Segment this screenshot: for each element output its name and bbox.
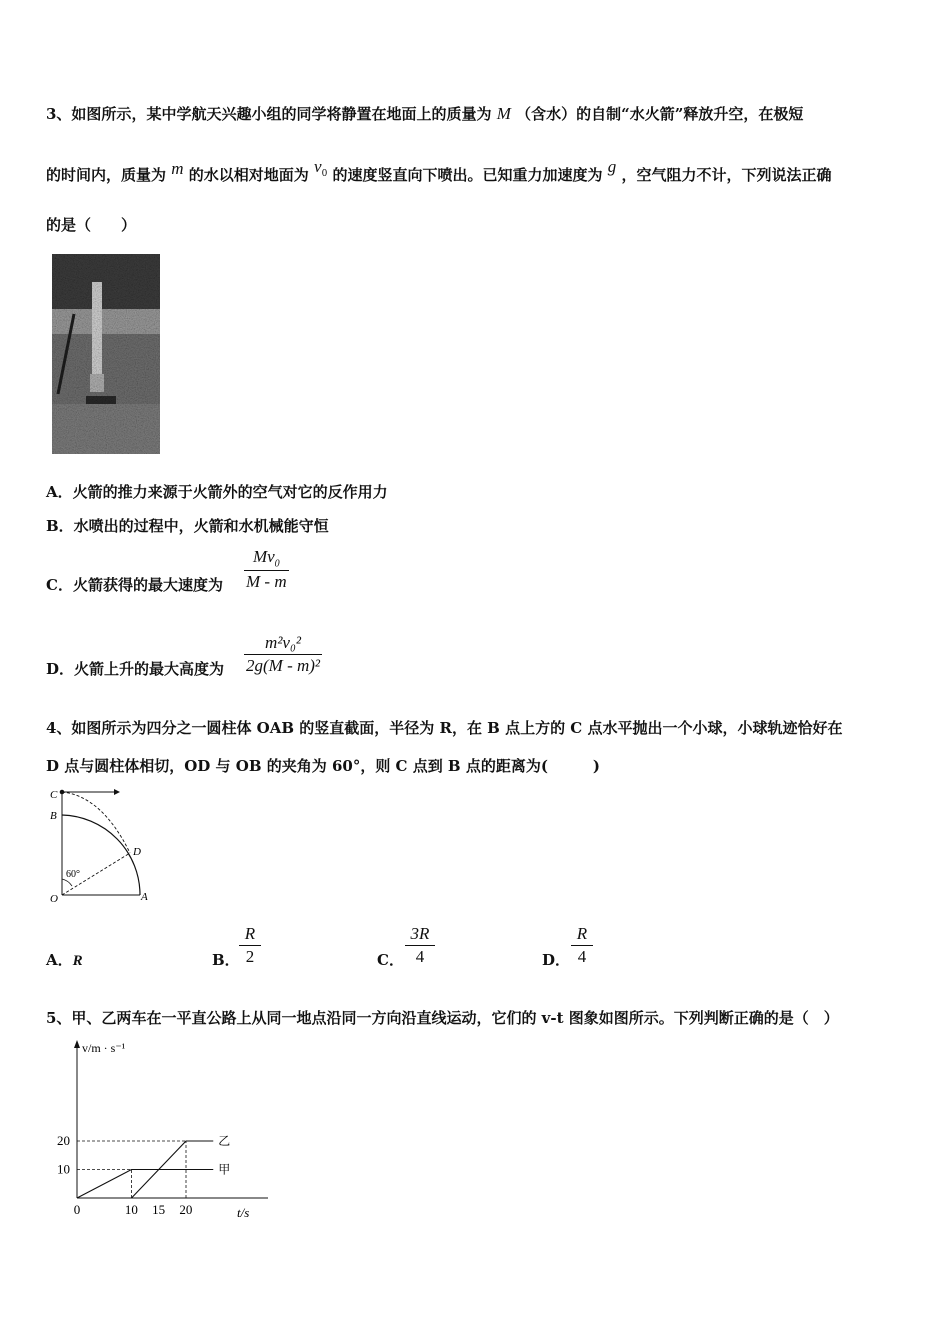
q5-line1: 5、甲、乙两车在一平直公路上从同一地点沿同一方向沿直线运动，它们的 v-t 图象如图所示。下列判断正确的是（ ）	[46, 1009, 839, 1027]
q4-option-c-fraction	[405, 924, 435, 967]
q4-option-c-numerator: 3R	[410, 924, 430, 943]
q3-option-c-num-sub: 0	[274, 558, 280, 570]
q3-option-d-denominator: 2g(M - m)²	[246, 656, 321, 675]
q4-option-a	[46, 949, 83, 970]
q4-option-d-numerator: R	[576, 924, 588, 943]
q4-arrow-head	[114, 789, 120, 795]
q3-line1-text-b: （含水）的自制“水火箭”释放升空，在极短	[516, 105, 804, 123]
q4-label-angle: 60°	[66, 869, 80, 880]
q3-option-d-numerator: m²v₀²	[265, 633, 301, 652]
q3-var-v-sub: 0	[321, 169, 328, 179]
q3-option-c-fraction	[244, 547, 289, 592]
q4-option-d-bar	[571, 945, 593, 946]
q4-label-a: A	[141, 891, 148, 903]
q5-x-tick-15: 15	[152, 1202, 166, 1217]
q4-option-b-denominator: 2	[245, 947, 255, 966]
q3-option-c-numerator	[244, 547, 289, 569]
q5-vt-chart-svg	[44, 1038, 274, 1228]
q3-var-v0	[314, 157, 328, 179]
q5-y-axis-arrow	[74, 1040, 80, 1048]
q4-figure	[42, 784, 162, 906]
q3-option-c: C．火箭获得的最大速度为	[46, 576, 223, 594]
q4-option-d-label: D．	[542, 951, 571, 969]
water-rocket-photo-svg	[52, 254, 160, 454]
q4-option-a-value: R	[72, 953, 83, 969]
q5-x-tick-10: 10	[124, 1202, 138, 1217]
q3-option-d-bar	[244, 654, 322, 655]
q4-option-d-denominator: 4	[577, 947, 587, 966]
q5-series-label-0: 甲	[218, 1162, 231, 1177]
q4-label-d: D	[133, 846, 141, 858]
q3-option-c-num-text: Mv	[252, 547, 275, 566]
q4-option-a-label: A．	[46, 951, 73, 969]
q3-option-d: D．火箭上升的最大高度为	[46, 660, 225, 678]
q3-option-d-fraction	[244, 633, 322, 676]
q3-option-b: B．水喷出的过程中，火箭和水机械能守恒	[46, 517, 329, 535]
q3-line2-text-b: 的水以相对地面为	[188, 166, 309, 184]
q4-option-b-bar	[239, 945, 261, 946]
q4-line1: 4、如图所示为四分之一圆柱体 OAB 的竖直截面，半径为 R，在 B 点上方的 C 点水平抛出一个小球，小球轨迹恰好在	[46, 719, 843, 737]
q4-angle-arc	[62, 879, 72, 886]
q3-option-c-bar	[244, 570, 289, 571]
q5-y-tick-20: 20	[57, 1133, 70, 1148]
q3-var-v: v	[314, 157, 322, 176]
q4-label-o: O	[50, 893, 58, 905]
q4-option-b-label: B．	[212, 951, 240, 969]
q5-x-axis-label: t/s	[237, 1205, 250, 1220]
q3-option-c-denominator: M - m	[246, 572, 287, 592]
q3-line2-text-c: 的速度竖直向下喷出。已知重力加速度为	[332, 166, 603, 184]
q4-line2: D 点与圆柱体相切，OD 与 OB 的夹角为 60°，则 C 点到 B 点的距离为( )	[46, 757, 601, 775]
q4-trajectory	[62, 792, 130, 853]
q3-var-M: M	[496, 104, 511, 123]
q4-option-b-numerator: R	[244, 924, 256, 943]
q3-line2-text-a: 的时间内，质量为	[46, 166, 167, 184]
water-rocket-photo	[52, 254, 160, 454]
q5-vt-chart	[44, 1038, 274, 1228]
q4-option-c-denominator: 4	[415, 947, 425, 966]
q3-line2-text-d: ，空气阻力不计，下列说法正确	[621, 166, 832, 184]
q3-line2	[46, 157, 832, 187]
q4-label-c: C	[50, 789, 58, 801]
q4-option-c-label: C．	[377, 951, 404, 969]
q5-x-tick-20: 20	[179, 1202, 193, 1217]
q5-chart-marks	[57, 1133, 230, 1217]
q5-series-label-1: 乙	[218, 1134, 231, 1148]
q4-label-b: B	[50, 810, 57, 822]
q5-y-axis-label: v/m · s⁻¹	[82, 1041, 126, 1055]
q3-var-m: m	[171, 159, 184, 178]
q4-option-c-bar	[405, 945, 435, 946]
q4-option-d-fraction	[571, 924, 593, 967]
q3-line1-text-a: 3、如图所示，某中学航天兴趣小组的同学将静置在地面上的质量为	[46, 105, 492, 123]
q3-line1	[46, 103, 803, 124]
q3-line3: 的是（ ）	[46, 216, 137, 234]
q3-var-g: g	[607, 157, 617, 176]
q4-arc	[62, 815, 140, 895]
q4-figure-svg	[42, 784, 162, 906]
q5-y-tick-10: 10	[57, 1161, 70, 1177]
q3-option-a: A．火箭的推力来源于火箭外的空气对它的反作用力	[46, 483, 388, 501]
q4-option-b-fraction	[239, 924, 261, 967]
q5-x-tick-0: 0	[73, 1202, 81, 1217]
